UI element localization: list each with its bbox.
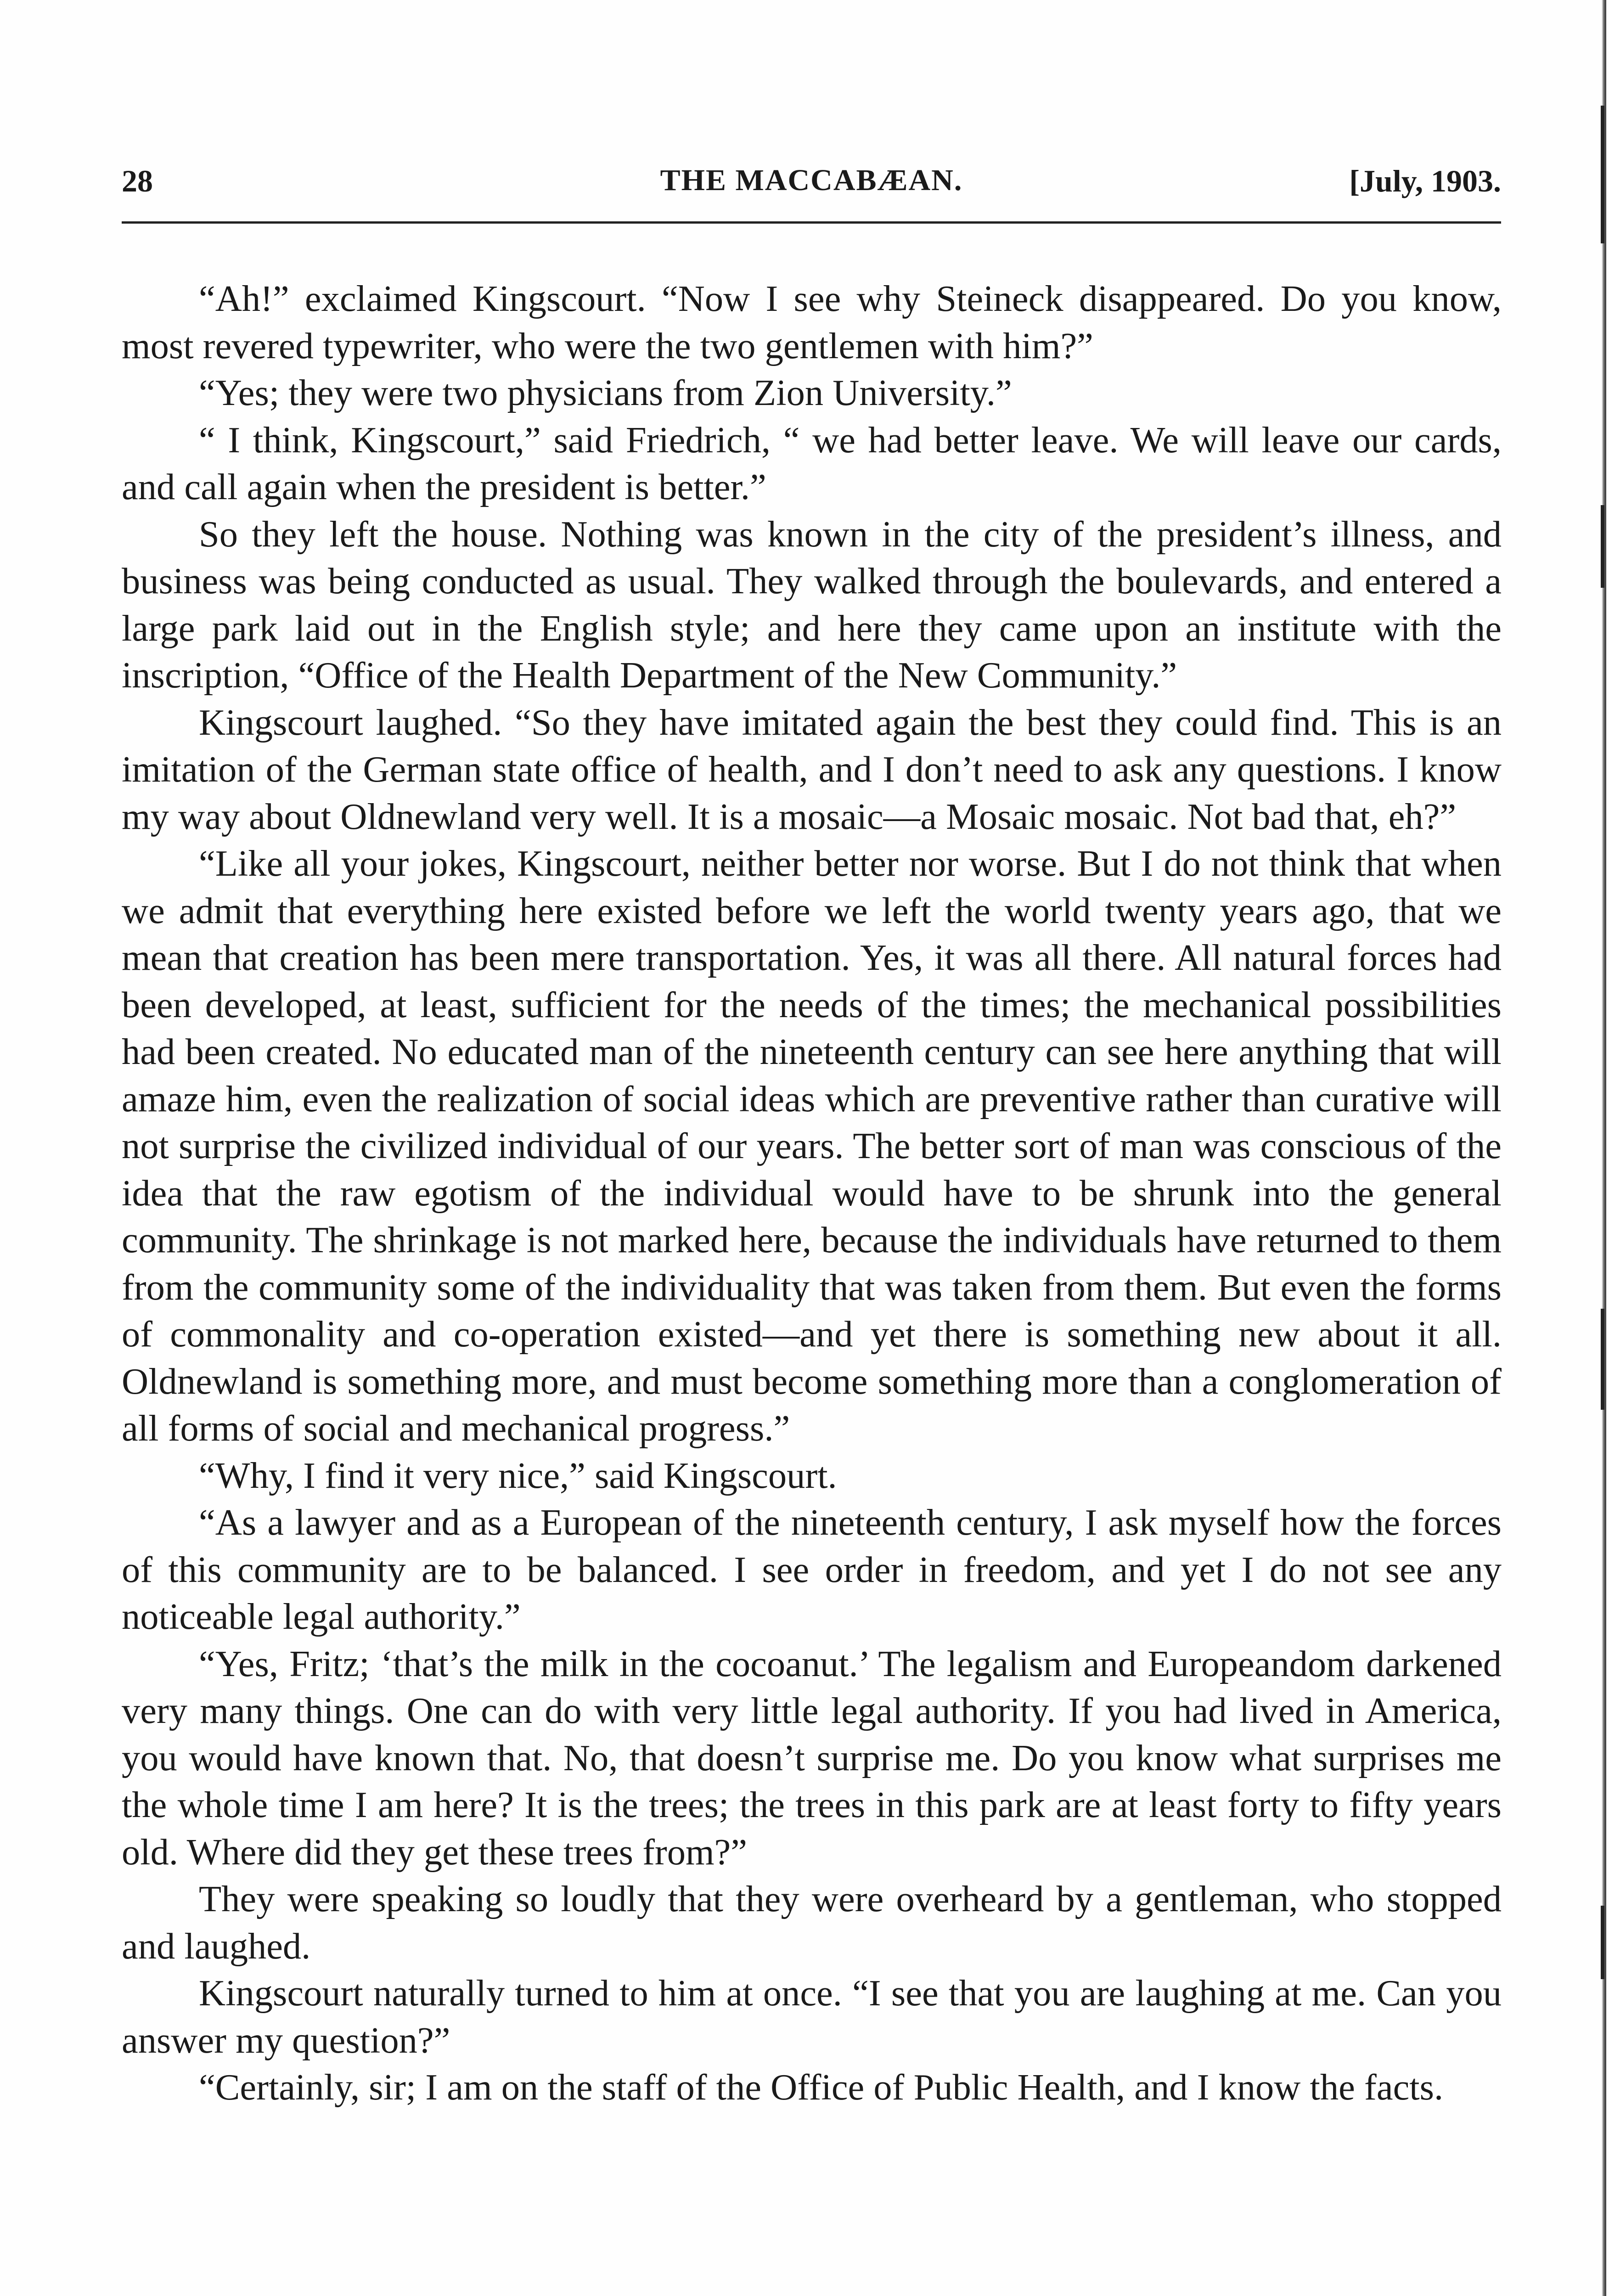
paragraph: Kingscourt naturally turned to him at once. “I see that you are laughing at me. Can you answer my question?” bbox=[122, 1973, 1502, 2061]
article-body bbox=[122, 276, 1502, 2111]
scan-edge-mark bbox=[1601, 505, 1604, 588]
scan-edge-mark bbox=[1601, 1309, 1604, 1410]
paragraph: “Ah!” exclaimed Kingscourt. “Now I see why Steineck disappeared. Do you know, most revered typewriter, who were the two gentlemen with him?” bbox=[122, 278, 1502, 366]
paragraph: “Yes, Fritz; ‘that’s the milk in the cocoanut.’ The legalism and Europeandom darkened very many things. One can do with very little legal authority. If you had lived in America, you would have known that. No, that doesn’t surprise me. Do you know what surprises me the whole time I am here? It is the trees; the trees in this park are at least forty to fifty years old. Where did they get these trees from?” bbox=[122, 1643, 1502, 1873]
paragraph: “ I think, Kingscourt,” said Friedrich, “ we had better leave. We will leave our cards, and call again when the president is better.” bbox=[122, 419, 1502, 507]
scan-edge-mark bbox=[1601, 106, 1604, 243]
running-title: THE MACCABÆAN. bbox=[660, 163, 963, 197]
paragraph: “Why, I find it very nice,” said Kingscourt. bbox=[199, 1455, 837, 1496]
paragraph: “Like all your jokes, Kingscourt, neither better nor worse. But I do not think that when we admit that everything here existed before we left the world twenty years ago, that we mean that creation has been mere transportation. Yes, it was all there. All natural forces had been developed, at least, sufficient for the needs of the times; the mechanical possibilities had been created. No educated man of the nineteenth century can see here anything that will amaze him, even the realization of social ideas which are preventive rather than curative will not surprise the civilized individual of our years. The better sort of man was conscious of the idea that the raw egotism of the individual would have to be shrunk into the general community. The shrinkage is not marked here, because the individuals have returned to them from the community some of the individuality that was taken from them. But even the forms of commonality and co-operation existed—and yet there is something new about it all. Oldnewland is something more, and must become something more than a conglomeration of all forms of social and mechanical progress.” bbox=[122, 843, 1502, 1449]
paragraph: “Certainly, sir; I am on the staff of the Office of Public Health, and I know the facts. bbox=[199, 2067, 1444, 2108]
paragraph: “As a lawyer and as a European of the nineteenth century, I ask myself how the forces of this community are to be balanced. I see order in freedom, and yet I do not see any noticeable legal authority.” bbox=[122, 1502, 1502, 1637]
page-header bbox=[122, 163, 1501, 214]
page-number: 28 bbox=[122, 163, 153, 198]
issue-date: [July, 1903. bbox=[1349, 163, 1501, 198]
paragraph: Kingscourt laughed. “So they have imitated again the best they could find. This is an imitation of the German state office of health, and I don’t need to ask any questions. I know my way about Oldnewland very well. It is a mosaic—a Mosaic mosaic. Not bad that, eh?” bbox=[122, 702, 1502, 837]
header-rule bbox=[122, 221, 1501, 224]
paragraph: So they left the house. Nothing was known in the city of the president’s illness, and business was being conducted as usual. They walked through the boulevards, and entered a large park laid out in the English style; and here they came upon an institute with the inscription, “Office of the Health Department of the New Community.” bbox=[122, 513, 1502, 696]
paragraph: “Yes; they were two physicians from Zion University.” bbox=[199, 372, 1012, 413]
paragraph: They were speaking so loudly that they were overheard by a gentleman, who stopped and laughed. bbox=[122, 1879, 1502, 1967]
scan-edge-mark bbox=[1601, 1906, 1604, 1979]
